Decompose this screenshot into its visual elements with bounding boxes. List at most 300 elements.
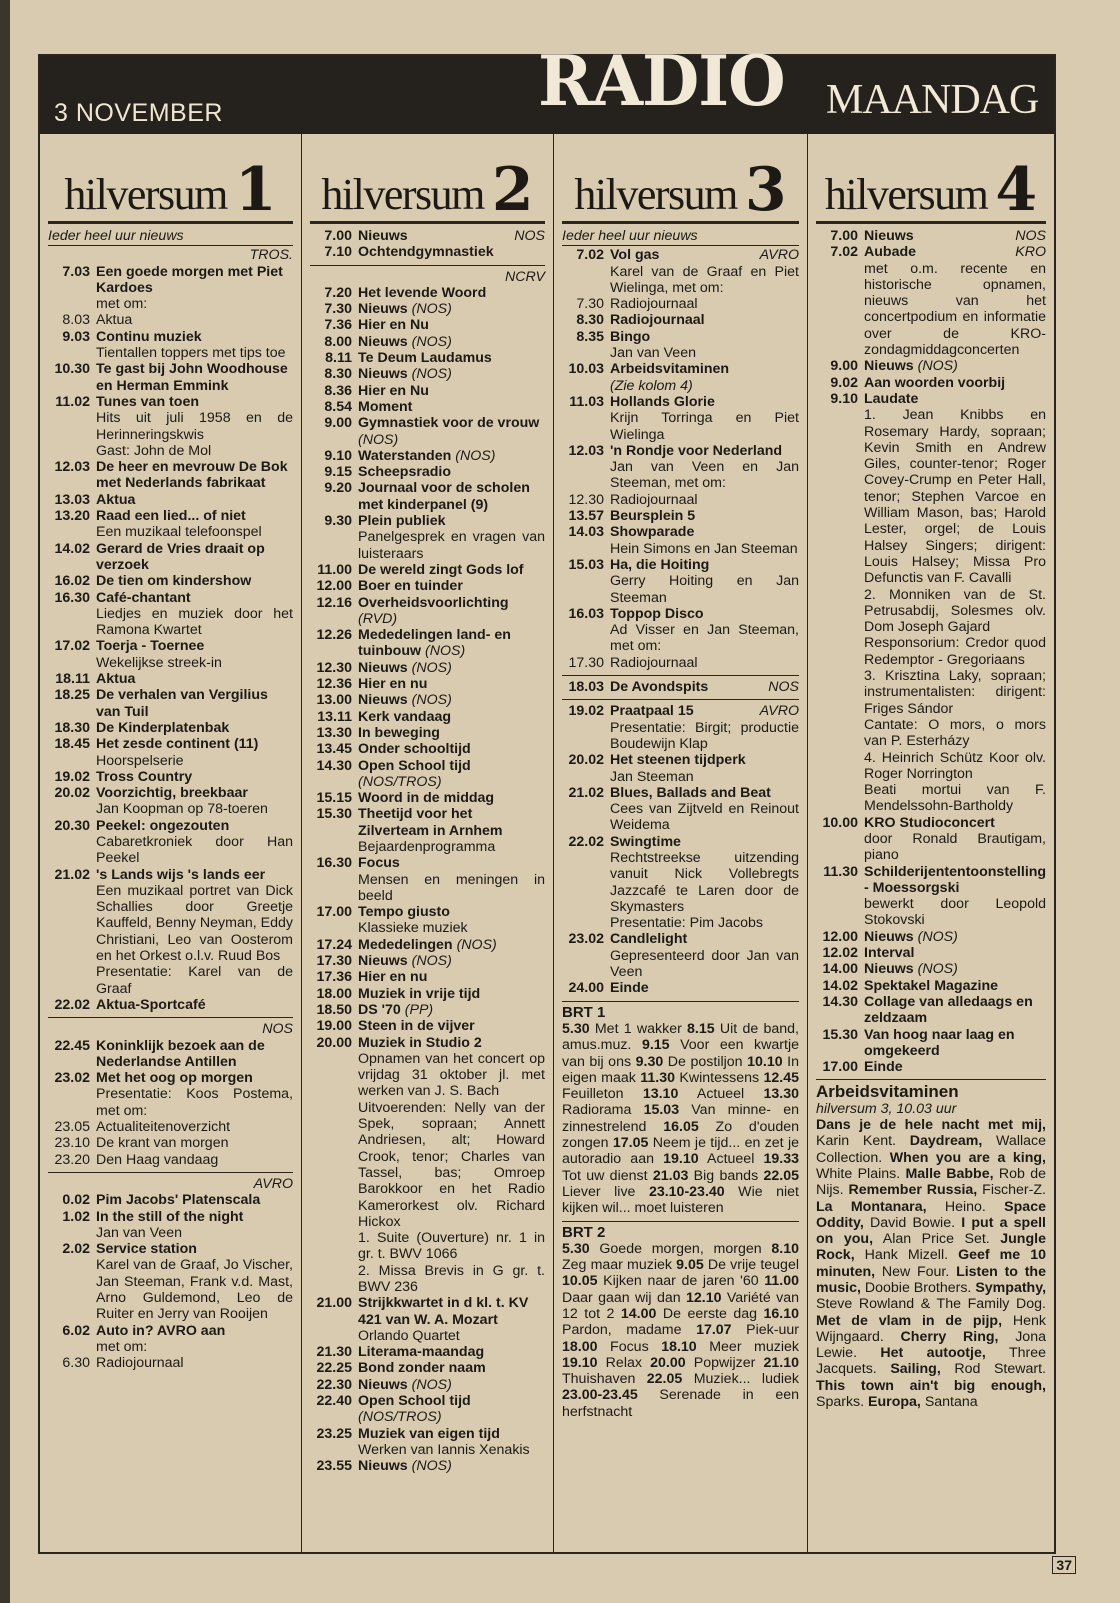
program-entry bbox=[310, 562, 545, 578]
brt-time: 23.00-23.45 bbox=[562, 1387, 638, 1404]
program-title-line bbox=[358, 627, 545, 660]
program-body bbox=[358, 415, 545, 448]
program-title-line bbox=[864, 929, 1046, 945]
program-time: 7.30 bbox=[324, 301, 352, 318]
brt-program: Neem je tijd... en zet je autoradio aan bbox=[562, 1135, 799, 1168]
program-entry bbox=[310, 513, 545, 562]
brt-program: Meer muziek bbox=[696, 1338, 799, 1355]
program-title: Radiojournaal bbox=[610, 654, 698, 671]
program-list bbox=[816, 228, 1046, 1410]
program-title-line bbox=[358, 790, 545, 806]
program-entry bbox=[310, 855, 545, 904]
program-title-line bbox=[358, 1426, 545, 1442]
program-title: Nieuws bbox=[358, 1376, 408, 1393]
program-tag: (NOS) bbox=[917, 358, 958, 375]
program-tag: (NOS) bbox=[411, 301, 452, 318]
program-title-line bbox=[864, 961, 1046, 977]
section-title: RADIO bbox=[538, 40, 785, 122]
program-title: Hier en nu bbox=[358, 969, 428, 986]
program-time: 13.30 bbox=[316, 724, 352, 741]
program-entry bbox=[48, 590, 293, 639]
program-title: Mededelingen bbox=[358, 936, 453, 953]
program-title: Nieuws bbox=[358, 692, 408, 709]
program-description: Cantate: O mors, o mors van P. Esterházy bbox=[864, 716, 1046, 750]
program-entry bbox=[562, 247, 799, 296]
program-title: Nieuws bbox=[358, 1458, 408, 1475]
program-title-line bbox=[358, 317, 545, 333]
program-title: Radiojournaal bbox=[610, 296, 698, 313]
program-title-line bbox=[358, 464, 545, 480]
program-body bbox=[864, 228, 1046, 244]
program-body bbox=[358, 366, 545, 382]
program-body bbox=[864, 375, 1046, 391]
song-title: Malle Babbe, bbox=[905, 1165, 994, 1182]
song-artist: Wallace Collection. bbox=[816, 1133, 1046, 1166]
program-title-line bbox=[96, 492, 293, 508]
program-title: Café-chantant bbox=[96, 589, 191, 606]
program-description: Jan Steeman bbox=[610, 768, 694, 785]
brt-program: Thuishaven bbox=[562, 1371, 647, 1388]
program-title-line bbox=[358, 366, 545, 382]
program-description: Beati mortui van F. Mendelssohn-Bartholdy bbox=[864, 782, 1046, 815]
program-time: 17.00 bbox=[316, 904, 352, 921]
program-title-line bbox=[358, 725, 545, 741]
program-title: Muziek in Studio 2 bbox=[358, 1034, 482, 1051]
program-time: 14.03 bbox=[568, 524, 604, 541]
program-body bbox=[864, 994, 1046, 1027]
program-title: De tien om kindershow bbox=[96, 573, 252, 590]
program-title-line bbox=[864, 244, 1046, 260]
program-entry bbox=[310, 1393, 545, 1426]
program-entry bbox=[562, 443, 799, 492]
program-title: 's Lands wijs 's lands eer bbox=[96, 866, 266, 883]
program-time: 14.30 bbox=[316, 757, 352, 774]
header-bar bbox=[40, 40, 1054, 134]
program-title: In the still of the night bbox=[96, 1208, 244, 1225]
program-entry bbox=[310, 383, 545, 399]
program-time: 21.02 bbox=[568, 784, 604, 801]
brt-program: Muziek... ludiek bbox=[682, 1371, 799, 1388]
program-title: Nieuws bbox=[864, 961, 914, 978]
program-title: Bingo bbox=[610, 328, 651, 345]
program-time: 9.20 bbox=[324, 480, 352, 497]
program-entry bbox=[310, 1426, 545, 1459]
program-title: Onder schooltijd bbox=[358, 741, 471, 758]
program-entry bbox=[310, 366, 545, 382]
program-description: Jan van Veen bbox=[610, 345, 696, 362]
program-title: Plein publiek bbox=[358, 513, 446, 530]
broadcaster-label: NOS bbox=[514, 228, 545, 244]
brt-program: De postiljon bbox=[663, 1053, 748, 1070]
program-title-line bbox=[96, 867, 293, 883]
brt-time: 14.00 bbox=[620, 1306, 657, 1322]
program-title: Nieuws bbox=[358, 228, 408, 244]
program-description: Klassieke muziek bbox=[358, 920, 468, 937]
song-title: Het autootje, bbox=[880, 1345, 986, 1362]
program-body bbox=[864, 864, 1046, 929]
program-title: Interval bbox=[864, 945, 915, 962]
program-title: Candlelight bbox=[610, 931, 688, 948]
program-body bbox=[96, 492, 293, 508]
program-entry bbox=[48, 818, 293, 867]
program-time: 0.02 bbox=[62, 1192, 90, 1209]
station-column-1 bbox=[40, 134, 302, 1554]
program-entry bbox=[310, 1344, 545, 1360]
program-entry bbox=[310, 758, 545, 791]
brt-time: 16.10 bbox=[763, 1306, 799, 1322]
program-body bbox=[96, 720, 293, 736]
program-body bbox=[358, 855, 545, 904]
program-time: 8.03 bbox=[62, 312, 90, 329]
program-time: 13.00 bbox=[316, 692, 352, 709]
program-entry bbox=[48, 671, 293, 687]
program-body bbox=[864, 945, 1046, 961]
program-entry bbox=[310, 953, 545, 969]
brt-time: 22.05 bbox=[763, 1167, 799, 1184]
program-title-line bbox=[358, 676, 545, 692]
program-time: 18.25 bbox=[54, 687, 90, 704]
brt-time: 17.05 bbox=[612, 1135, 649, 1152]
program-tag: (NOS/TROS) bbox=[358, 773, 442, 790]
program-title-line bbox=[358, 415, 545, 448]
program-body bbox=[358, 513, 545, 562]
program-time: 7.00 bbox=[324, 228, 352, 244]
program-description: 4. Heinrich Schütz Koor olv. Roger Norrington bbox=[864, 749, 1046, 782]
program-title: Aktua bbox=[96, 491, 136, 508]
program-title-line bbox=[864, 228, 1046, 244]
program-description: met o.m. recente en historische opnamen, nieuws van het concertpodium en informatie over de KRO-zondagmiddagconcerten bbox=[864, 260, 1046, 359]
column-heading bbox=[48, 138, 293, 224]
column-heading bbox=[562, 138, 799, 224]
program-description: Cabaretkroniek door Han Peekel bbox=[96, 833, 293, 867]
program-title-line bbox=[358, 513, 545, 529]
program-time: 16.03 bbox=[568, 605, 604, 622]
program-description: Bejaardenprogramma bbox=[358, 838, 496, 855]
program-description: Hits uit juli 1958 en de Herinneringskwis bbox=[96, 410, 293, 443]
program-entry bbox=[562, 679, 799, 695]
program-title-line bbox=[358, 758, 545, 791]
program-title: Nieuws bbox=[358, 659, 408, 676]
program-title: Nieuws bbox=[864, 928, 914, 945]
broadcaster-label: AVRO bbox=[759, 247, 799, 264]
program-time: 8.00 bbox=[324, 333, 352, 350]
program-body bbox=[610, 296, 799, 312]
song-title: Dans je de hele nacht met mij, bbox=[816, 1117, 1046, 1134]
program-entry bbox=[562, 329, 799, 362]
program-time: 16.02 bbox=[54, 573, 90, 590]
program-entry bbox=[562, 752, 799, 785]
program-time: 17.24 bbox=[316, 936, 352, 953]
song-artist: Rob de Nijs. bbox=[816, 1165, 1046, 1199]
program-body bbox=[96, 590, 293, 639]
program-entry bbox=[48, 361, 293, 394]
program-time: 22.45 bbox=[54, 1037, 90, 1054]
brt-time: 16.05 bbox=[663, 1118, 699, 1135]
program-body bbox=[96, 687, 293, 720]
song-artist: David Bowie. bbox=[863, 1214, 962, 1231]
program-time: 14.02 bbox=[822, 977, 858, 994]
program-title: Te Deum Laudamus bbox=[358, 350, 492, 367]
program-title: Scheepsradio bbox=[358, 464, 452, 481]
program-entry bbox=[310, 1035, 545, 1296]
program-time: 9.15 bbox=[324, 464, 352, 481]
program-title: Aan woorden voorbij bbox=[864, 374, 1006, 391]
program-body bbox=[358, 806, 545, 855]
program-time: 18.30 bbox=[54, 719, 90, 736]
broadcaster-label: AVRO bbox=[253, 1175, 293, 1192]
program-entry bbox=[48, 1355, 293, 1371]
program-time: 9.30 bbox=[324, 513, 352, 530]
playlist-box bbox=[816, 1084, 1046, 1410]
song-title: Europa, bbox=[868, 1394, 921, 1411]
program-entry bbox=[48, 573, 293, 589]
program-entry bbox=[310, 692, 545, 708]
program-title-line bbox=[96, 264, 293, 297]
program-body bbox=[864, 1059, 1046, 1075]
program-title: Actualiteitenoverzicht bbox=[96, 1119, 231, 1136]
brt-program: Actueel bbox=[698, 1151, 764, 1168]
program-title-line bbox=[96, 1135, 293, 1151]
program-body bbox=[358, 660, 545, 676]
program-body bbox=[358, 790, 545, 806]
brt-time: 13.10 bbox=[642, 1086, 679, 1103]
program-title-line bbox=[864, 864, 1046, 897]
program-time: 10.30 bbox=[54, 361, 90, 378]
program-entry bbox=[310, 350, 545, 366]
program-entry bbox=[310, 399, 545, 415]
station-number: 4 bbox=[995, 155, 1038, 225]
program-title-line bbox=[358, 1360, 545, 1376]
brt-schedule bbox=[562, 1241, 799, 1420]
broadcaster-label: NOS bbox=[768, 679, 799, 696]
program-body bbox=[610, 703, 799, 752]
program-title: Muziek in vrije tijd bbox=[358, 985, 481, 1002]
program-entry bbox=[48, 638, 293, 671]
program-body bbox=[610, 655, 799, 671]
program-time: 24.00 bbox=[568, 980, 604, 997]
brt-time: 19.10 bbox=[562, 1354, 598, 1371]
program-time: 8.35 bbox=[576, 328, 604, 345]
program-entry bbox=[48, 687, 293, 720]
program-title-line bbox=[358, 562, 545, 578]
program-time: 19.02 bbox=[54, 768, 90, 785]
program-title-line bbox=[610, 655, 799, 671]
program-time: 17.00 bbox=[822, 1059, 858, 1076]
program-time: 19.02 bbox=[568, 703, 604, 720]
program-time: 11.00 bbox=[317, 561, 352, 578]
program-tag: (NOS) bbox=[456, 936, 497, 953]
page-edge bbox=[0, 0, 10, 1603]
brt-block bbox=[562, 1225, 799, 1421]
program-body bbox=[358, 244, 545, 260]
program-time: 23.20 bbox=[54, 1151, 90, 1168]
program-body bbox=[610, 394, 799, 443]
program-title: Aubade bbox=[864, 244, 917, 261]
program-time: 20.02 bbox=[568, 752, 604, 769]
brt-time: 21.10 bbox=[763, 1354, 799, 1371]
program-body bbox=[358, 464, 545, 480]
station-name: hilversum bbox=[64, 170, 227, 219]
program-body bbox=[864, 961, 1046, 977]
program-title-line bbox=[96, 361, 293, 394]
program-title: Spektakel Magazine bbox=[864, 977, 999, 994]
program-description: Jan van Veen en Jan Steeman, met om: bbox=[610, 459, 799, 492]
program-body bbox=[358, 595, 545, 628]
program-title-line bbox=[96, 508, 293, 524]
divider bbox=[816, 1079, 1046, 1080]
program-description: Hein Simons en Jan Steeman bbox=[610, 540, 798, 557]
program-time: 11.30 bbox=[823, 863, 858, 880]
program-body bbox=[96, 264, 293, 313]
station-number: 1 bbox=[234, 155, 277, 225]
program-entry bbox=[816, 244, 1046, 358]
program-title-line bbox=[864, 978, 1046, 994]
song-artist: Alan Price Set. bbox=[873, 1231, 1001, 1248]
program-title-line bbox=[610, 394, 799, 410]
program-title: Overheidsvoorlichting bbox=[358, 594, 509, 611]
program-body bbox=[358, 1344, 545, 1360]
program-tag: (NOS) bbox=[425, 643, 466, 660]
brt-time: 20.00 bbox=[650, 1354, 686, 1371]
program-description: Gast: John de Mol bbox=[96, 442, 212, 459]
program-entry bbox=[48, 1241, 293, 1322]
program-title-line bbox=[610, 980, 799, 996]
program-body bbox=[96, 329, 293, 362]
program-title: Laudate bbox=[864, 390, 919, 407]
program-title: Aktua bbox=[96, 671, 136, 688]
program-tag: (NOS) bbox=[411, 1376, 452, 1393]
program-title-line bbox=[96, 459, 293, 492]
song-artist: White Plains. bbox=[816, 1165, 906, 1182]
divider bbox=[562, 675, 799, 676]
brt-time: 12.45 bbox=[763, 1069, 800, 1086]
day-label: MAANDAG bbox=[826, 77, 1039, 123]
program-title: Hier en nu bbox=[358, 676, 428, 693]
program-body bbox=[610, 931, 799, 980]
program-title-line bbox=[96, 818, 293, 834]
program-title: 'n Rondje voor Nederland bbox=[610, 442, 783, 459]
program-entry bbox=[48, 264, 293, 313]
program-entry bbox=[562, 980, 799, 996]
program-title-line bbox=[610, 312, 799, 328]
program-description: Hoorspelserie bbox=[96, 752, 184, 769]
brt-schedule bbox=[562, 1021, 799, 1217]
program-time: 22.02 bbox=[568, 833, 604, 850]
station-column-2 bbox=[302, 134, 554, 1554]
program-time: 23.05 bbox=[54, 1119, 90, 1136]
program-title-line bbox=[358, 1377, 545, 1393]
program-tag: (NOS) bbox=[455, 447, 496, 464]
program-entry bbox=[310, 228, 545, 244]
program-entry bbox=[310, 334, 545, 350]
program-title-line bbox=[96, 1323, 293, 1339]
program-title: Nieuws bbox=[358, 333, 408, 350]
program-entry bbox=[310, 725, 545, 741]
program-title: De verhalen van Vergilius van Tuil bbox=[96, 687, 268, 720]
divider bbox=[562, 1221, 799, 1222]
program-body bbox=[610, 752, 799, 785]
brt-time: 5.30 bbox=[562, 1240, 590, 1257]
program-body bbox=[358, 709, 545, 725]
program-title: Continu muziek bbox=[96, 328, 202, 345]
program-body bbox=[358, 1458, 545, 1474]
program-description: 1. Jean Knibbs en Rosemary Hardy, sopraan; Kevin Smith en Andrew Giles, counter-tenor; Roger Covey-Crump en Peter Hall, tenor; Stephen Varcoe en William Mason, bas; Harold Lester, orgel; de Louis Halsey Singers; dirigent: Louis Halsey; Missa Pro Defunctis van F. Cavalli bbox=[864, 407, 1046, 587]
program-entry bbox=[562, 524, 799, 557]
program-body bbox=[96, 573, 293, 589]
program-entry bbox=[816, 1059, 1046, 1075]
program-title: Radiojournaal bbox=[610, 491, 698, 508]
program-entry bbox=[310, 660, 545, 676]
program-title: Toppop Disco bbox=[610, 605, 704, 622]
program-tag: (PP) bbox=[404, 1001, 434, 1018]
program-time: 12.30 bbox=[316, 659, 352, 676]
station-column-4 bbox=[808, 134, 1054, 1554]
program-title: Radiojournaal bbox=[96, 1355, 184, 1372]
program-body bbox=[358, 317, 545, 333]
program-time: 8.36 bbox=[324, 382, 352, 399]
program-title: Mededelingen land- en tuinbouw bbox=[358, 627, 511, 660]
program-time: 15.15 bbox=[316, 790, 352, 807]
program-title: Het steenen tijdperk bbox=[610, 752, 746, 769]
program-title: Arbeidsvitaminen bbox=[610, 361, 730, 378]
program-title: Praatpaal 15 bbox=[610, 703, 694, 720]
program-title: Gerard de Vries draait op verzoek bbox=[96, 540, 265, 573]
program-entry bbox=[310, 986, 545, 1002]
program-body bbox=[96, 394, 293, 459]
program-body bbox=[610, 606, 799, 655]
program-title-line bbox=[610, 492, 799, 508]
brt-time: 15.03 bbox=[643, 1102, 680, 1119]
program-body bbox=[96, 1119, 293, 1135]
program-entry bbox=[310, 448, 545, 464]
program-title-line bbox=[358, 692, 545, 708]
program-entry bbox=[816, 391, 1046, 815]
song-title: I put a spell on you, bbox=[816, 1214, 1046, 1248]
program-title-line bbox=[610, 679, 799, 695]
program-title: Swingtime bbox=[610, 833, 681, 850]
song-title: Daydream, bbox=[909, 1133, 983, 1150]
program-title-line bbox=[610, 752, 799, 768]
brt-program: Van minne- en zinnestrelend bbox=[562, 1102, 799, 1135]
program-title: Woord in de middag bbox=[358, 790, 495, 807]
program-title-line bbox=[358, 595, 545, 628]
program-title-line bbox=[96, 1355, 293, 1371]
program-body bbox=[358, 1360, 545, 1376]
program-body bbox=[358, 448, 545, 464]
program-body bbox=[864, 244, 1046, 358]
program-title: Bond zonder naam bbox=[358, 1360, 486, 1377]
program-title-line bbox=[610, 329, 799, 345]
program-title: Een goede morgen met Piet Kardoes bbox=[96, 263, 283, 296]
program-body bbox=[358, 334, 545, 350]
program-title-line bbox=[610, 508, 799, 524]
brt-time: 9.30 bbox=[635, 1053, 664, 1070]
program-entry bbox=[562, 312, 799, 328]
program-title-line bbox=[610, 524, 799, 540]
program-time: 17.30 bbox=[568, 654, 604, 671]
program-entry bbox=[310, 285, 545, 301]
program-entry bbox=[562, 557, 799, 606]
program-body bbox=[96, 1192, 293, 1208]
program-body bbox=[358, 1002, 545, 1018]
song-artist: Karin Kent. bbox=[816, 1133, 910, 1150]
program-time: 22.25 bbox=[316, 1360, 352, 1377]
program-title-line bbox=[96, 736, 293, 752]
program-body bbox=[358, 627, 545, 660]
program-body bbox=[96, 671, 293, 687]
station-number: 2 bbox=[491, 155, 534, 225]
song-artist: Three Jacquets. bbox=[816, 1345, 1047, 1378]
